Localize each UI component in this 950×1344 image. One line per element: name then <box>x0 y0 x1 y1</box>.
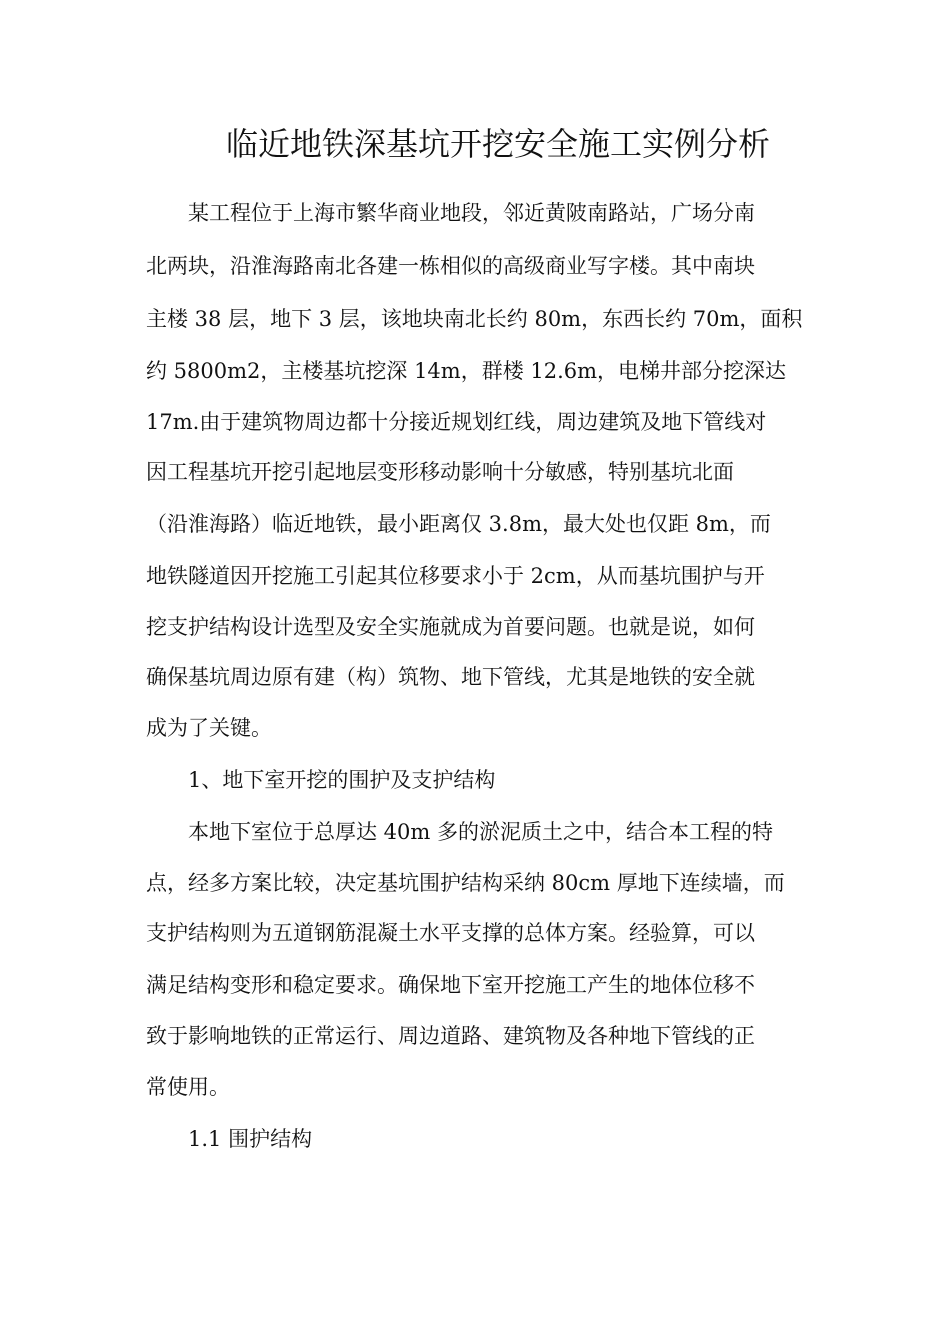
paragraph-line: 成为了关键。 <box>146 716 272 740</box>
paragraph-line: 某工程位于上海市繁华商业地段，邻近黄陂南路站，广场分南 <box>188 201 755 225</box>
paragraph-line: 点，经多方案比较，决定基坑围护结构采纳 80cm 厚地下连续墙，而 <box>146 871 785 895</box>
section-heading: 1、地下室开挖的围护及支护结构 <box>188 768 496 792</box>
paragraph-line: 致于影响地铁的正常运行、周边道路、建筑物及各种地下管线的正 <box>146 1024 755 1048</box>
paragraph-line: 确保基坑周边原有建（构）筑物、地下管线，尤其是地铁的安全就 <box>146 665 755 689</box>
paragraph-line: 因工程基坑开挖引起地层变形移动影响十分敏感，特别基坑北面 <box>146 460 734 484</box>
paragraph-line: （沿淮海路）临近地铁，最小距离仅 3.8m，最大处也仅距 8m，而 <box>146 512 771 536</box>
paragraph-line: 主楼 38 层，地下 3 层，该地块南北长约 80m，东西长约 70m，面积 <box>146 307 803 331</box>
paragraph-line: 支护结构则为五道钢筋混凝土水平支撑的总体方案。经验算，可以 <box>146 921 755 945</box>
subsection-heading: 1.1 围护结构 <box>188 1127 313 1151</box>
paragraph-line: 北两块，沿淮海路南北各建一栋相似的高级商业写字楼。其中南块 <box>146 254 755 278</box>
document-title: 临近地铁深基坑开挖安全施工实例分析 <box>226 125 771 163</box>
paragraph-line: 本地下室位于总厚达 40m 多的淤泥质土之中，结合本工程的特 <box>188 820 773 844</box>
paragraph-line: 17m.由于建筑物周边都十分接近规划红线，周边建筑及地下管线对 <box>146 410 767 434</box>
paragraph-line: 地铁隧道因开挖施工引起其位移要求小于 2cm，从而基坑围护与开 <box>146 564 765 588</box>
paragraph-line: 满足结构变形和稳定要求。确保地下室开挖施工产生的地体位移不 <box>146 973 755 997</box>
paragraph-line: 约 5800m2，主楼基坑挖深 14m，群楼 12.6m，电梯井部分挖深达 <box>146 359 787 383</box>
paragraph-line: 挖支护结构设计选型及安全实施就成为首要问题。也就是说，如何 <box>146 615 755 639</box>
paragraph-line: 常使用。 <box>146 1075 230 1099</box>
